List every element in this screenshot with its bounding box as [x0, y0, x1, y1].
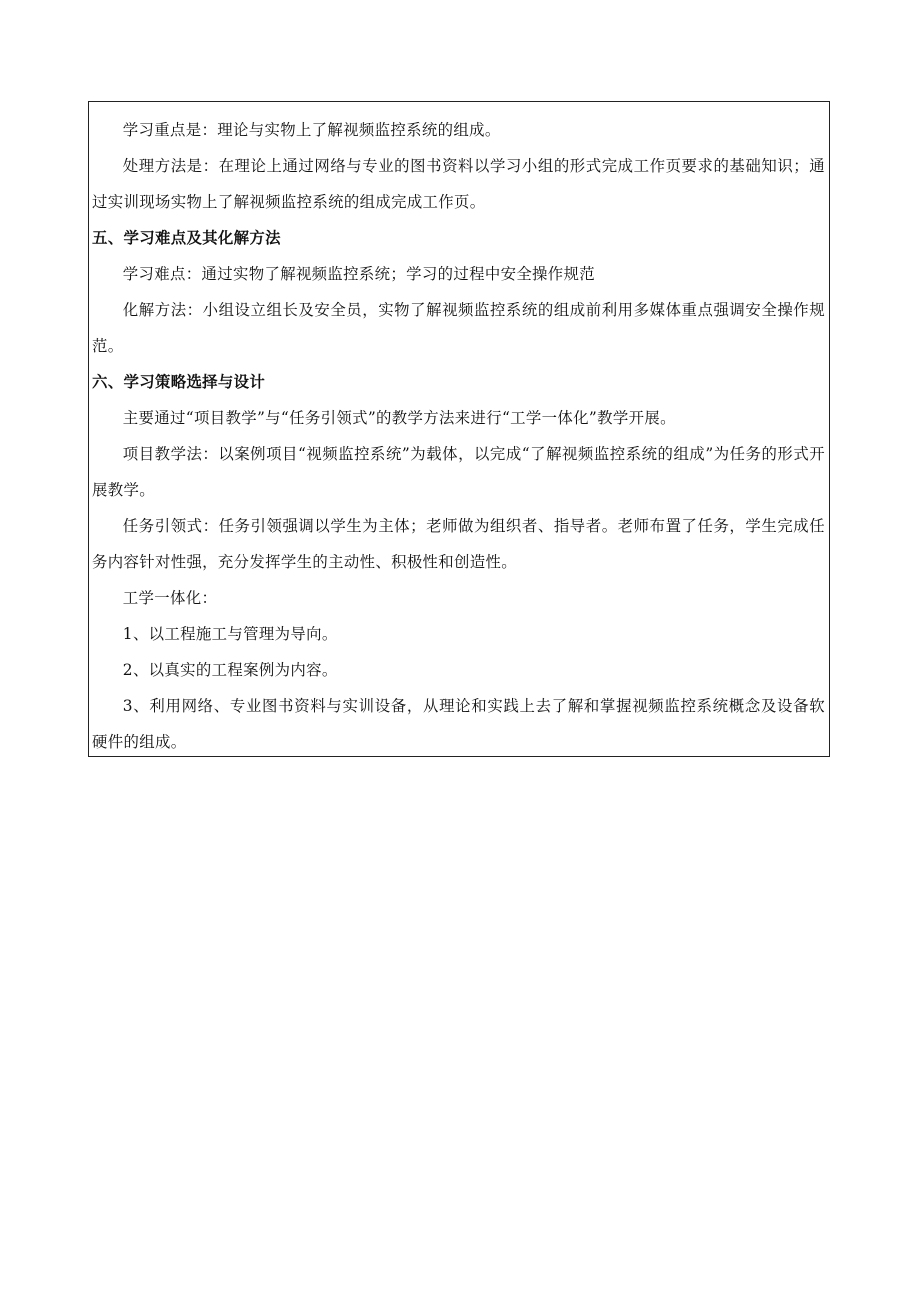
section-six-heading: 六、学习策略选择与设计 — [92, 373, 266, 391]
list-item: 1、以工程施工与管理为导向。 — [122, 625, 338, 643]
section-five-heading: 五、学习难点及其化解方法 — [92, 229, 281, 247]
resolution-paragraph: 化解方法：小组设立组长及安全员，实物了解视频监控系统的组成前利用多媒体重点强调安全操作规范。 — [92, 301, 825, 355]
handling-method-paragraph: 处理方法是：在理论上通过网络与专业的图书资料以学习小组的形式完成工作页要求的基础知识；通过实训现场实物上了解视频监控系统的组成完成工作页。 — [92, 157, 825, 211]
document-table-cell — [88, 101, 830, 757]
difficulties-paragraph: 学习难点：通过实物了解视频监控系统；学习的过程中安全操作规范 — [122, 265, 596, 283]
project-method-paragraph: 项目教学法：以案例项目“视频监控系统”为载体，以完成“了解视频监控系统的组成”为任务的形式开展教学。 — [92, 445, 825, 499]
task-led-paragraph: 任务引领式：任务引领强调以学生为主体；老师做为组织者、指导者。老师布置了任务，学生完成任务内容针对性强，充分发挥学生的主动性、积极性和创造性。 — [92, 517, 825, 571]
strategy-intro-paragraph: 主要通过“项目教学”与“任务引领式”的教学方法来进行“工学一体化”教学开展。 — [122, 409, 676, 427]
list-item: 3、利用网络、专业图书资料与实训设备，从理论和实践上去了解和掌握视频监控系统概念及设备软硬件的组成。 — [92, 697, 825, 751]
work-study-label: 工学一体化： — [122, 589, 218, 607]
key-points-paragraph: 学习重点是：理论与实物上了解视频监控系统的组成。 — [122, 121, 501, 139]
list-item: 2、以真实的工程案例为内容。 — [122, 661, 338, 679]
